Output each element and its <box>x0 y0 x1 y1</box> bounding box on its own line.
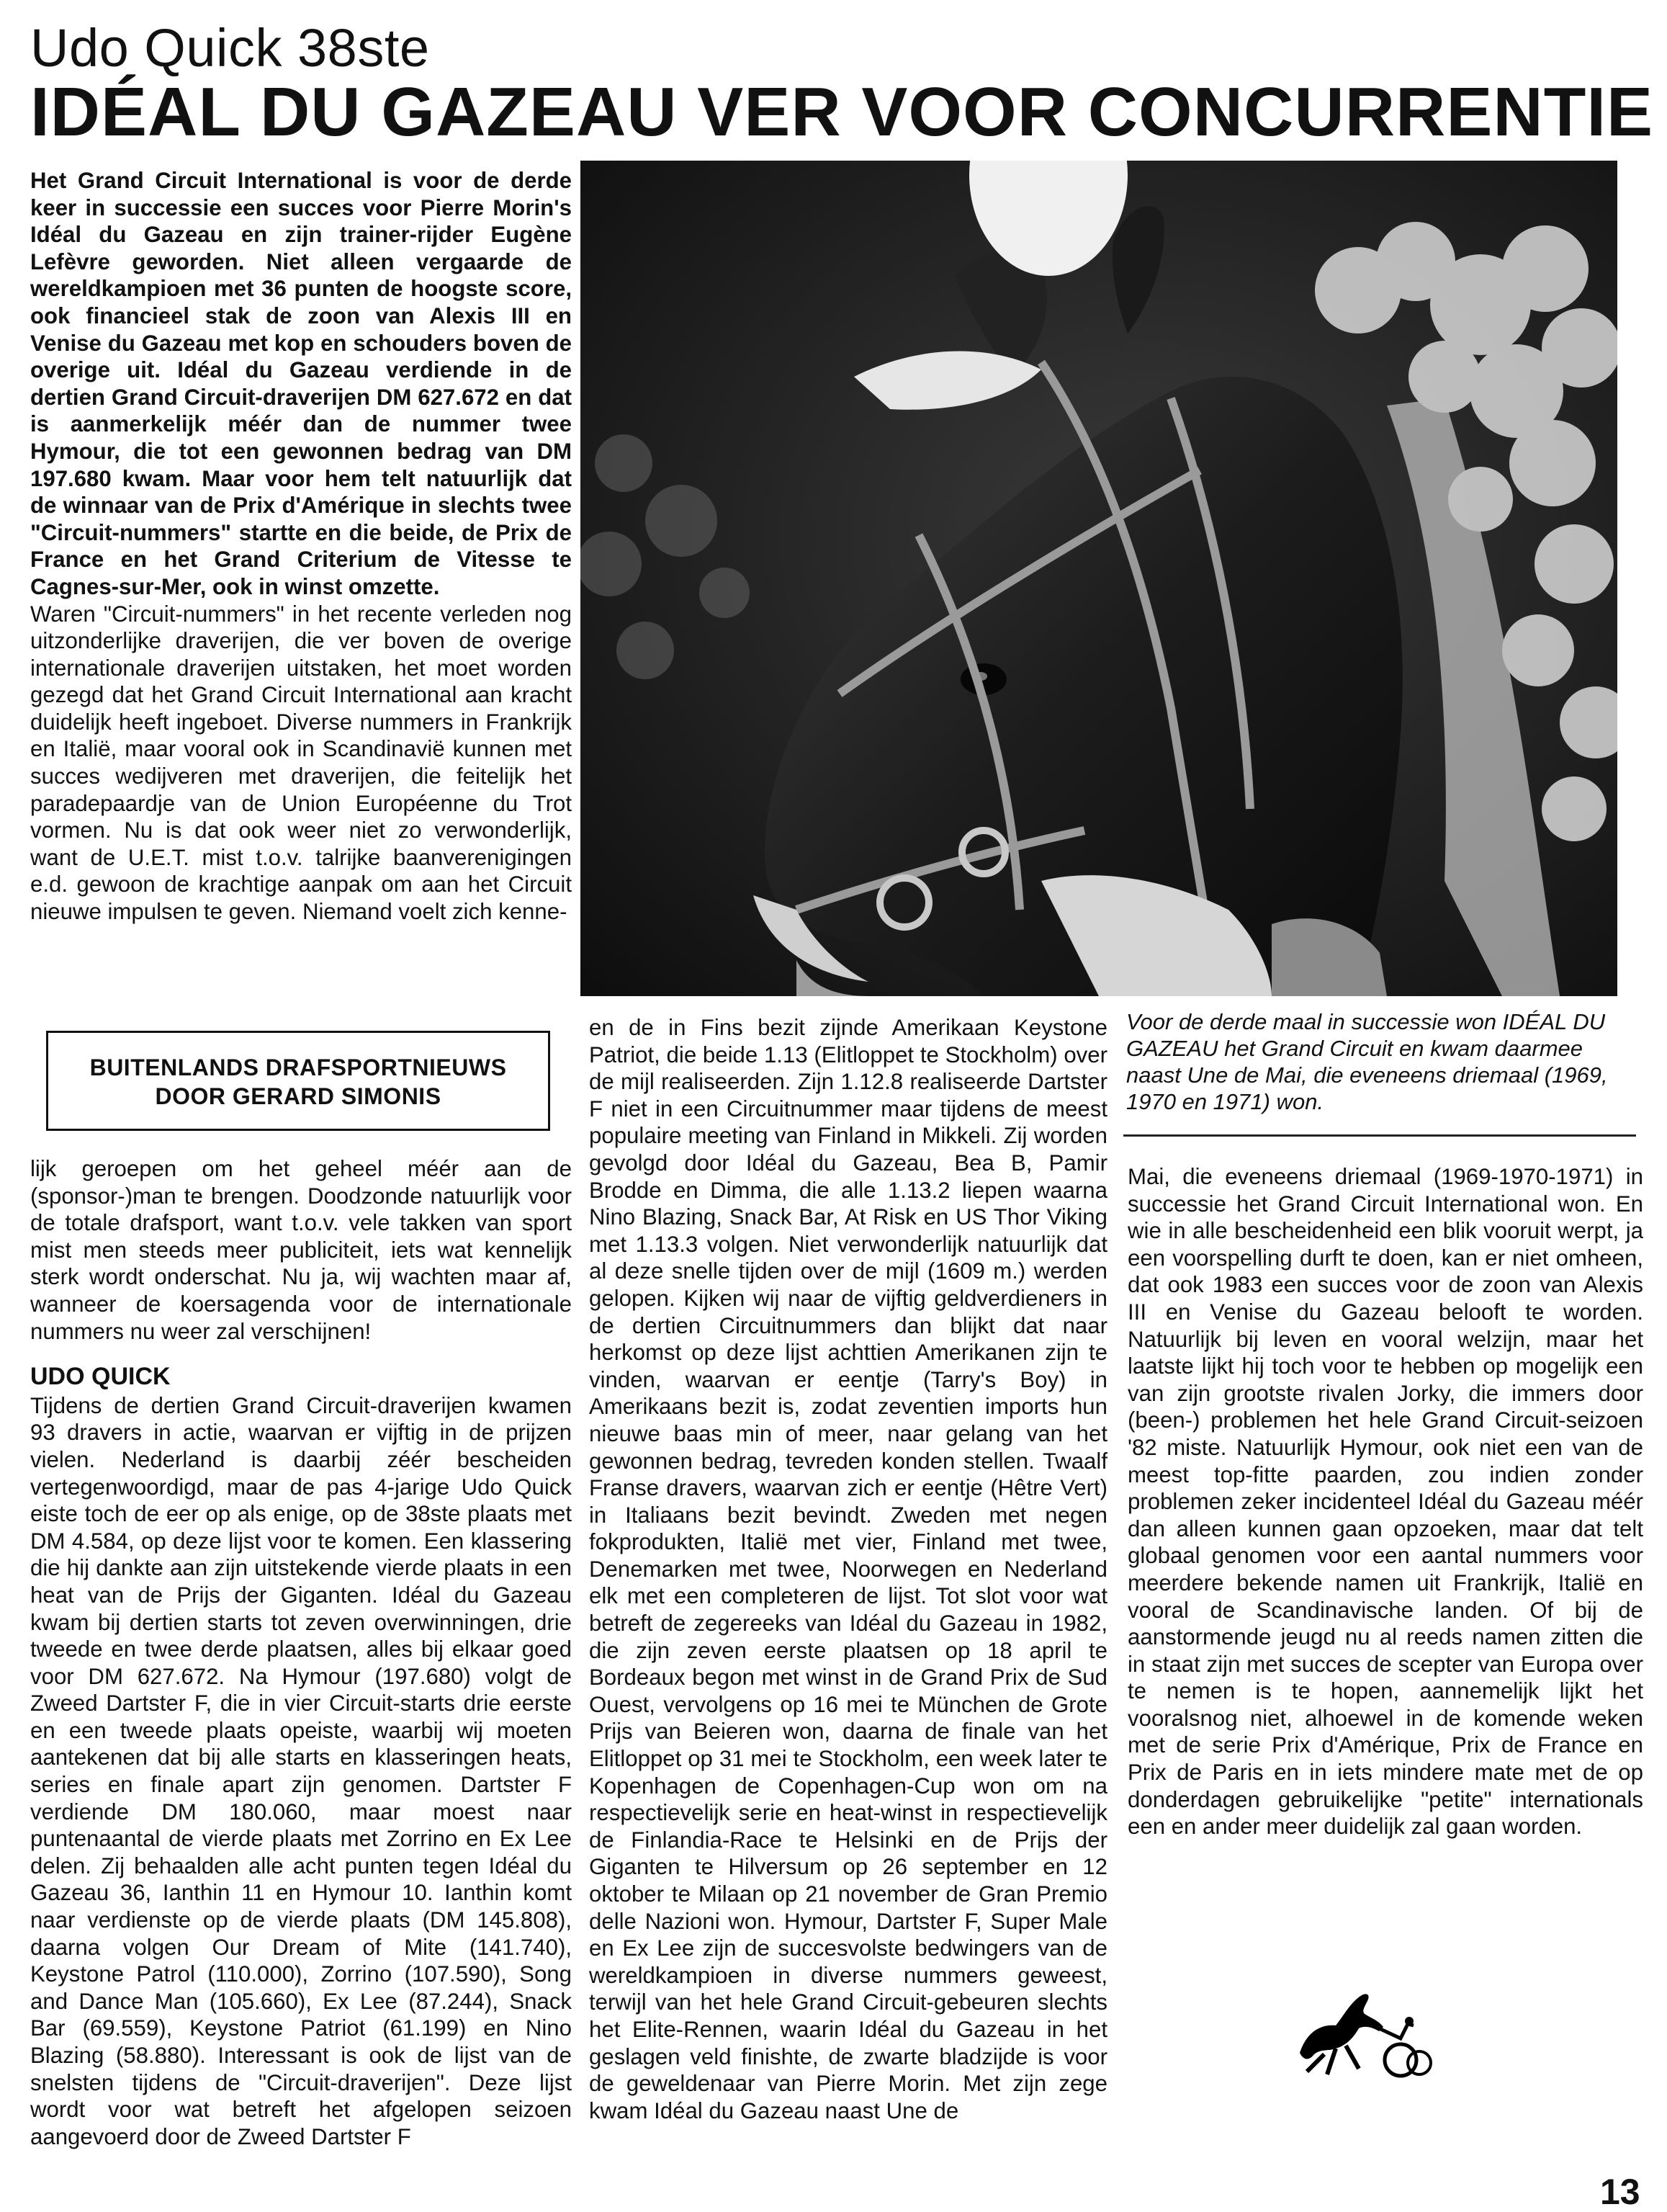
column-box-title: BUITENLANDS DRAFSPORTNIEUWS <box>89 1054 507 1080</box>
subheading: UDO QUICK <box>30 1363 171 1391</box>
body-paragraph: Waren "Circuit-nummers" in het recente verleden nog uitzonderlijke draverijen, die ver boven de overige internationale draverijen uitstaken, het moet worden gezegd dat het Grand Circuit International aan kracht duidelijk heeft ingeboet. Diverse nummers in Frankrijk en Italië, maar vooral ook in Scandinavië kunnen met succes wedijveren met draverijen, die feitelijk het paradepaardje van de Union Européenne du Trot vormen. Nu is dat ook weer niet zo verwonderlijk, want de U.E.T. mist t.o.v. talrijke baanverenigingen e.d. gewoon de krachtige aanpak om aan het Circuit nieuwe impulsen te geven. Niemand voelt zich kenne- <box>30 601 572 925</box>
column-1-bottom <box>30 1155 572 2150</box>
horse-photo <box>580 161 1617 996</box>
column-2 <box>589 1014 1107 2124</box>
column-3 <box>1128 1163 1643 1840</box>
horse-photo-illustration <box>580 161 1617 996</box>
caption-divider <box>1123 1134 1636 1137</box>
kicker: Udo Quick 38ste <box>30 18 430 78</box>
intro-paragraph: Het Grand Circuit International is voor de derde keer in successie een succes voor Pierre Morin's Idéal du Gazeau en zijn trainer-rijder Eugène Lefèvre geworden. Niet alleen vergaarde de wereldkampioen met 36 punten de hoogste score, ook financieel stak de zoon van Alexis III en Venise du Gazeau met kop en schouders boven de overige uit. Idéal du Gazeau verdiende in de dertien Grand Circuit-draverijen DM 627.672 en dat is aanmerkelijk méér dan de nummer twee Hymour, die tot een gewonnen bedrag van DM 197.680 kwam. Maar voor hem telt natuurlijk dat de winnaar van de Prix d'Amérique in slechts twee "Circuit-nummers" startte en die beide, de Prix de France en het Grand Criterium de Vitesse te Cagnes-sur-Mer, ook in winst omzette. <box>30 168 572 599</box>
column-box <box>46 1031 550 1131</box>
body-paragraph: Mai, die eveneens driemaal (1969-1970-1971) in successie het Grand Circuit International won. En wie in alle bescheidenheid een blik vooruit werpt, ja een voorspelling durft te doen, kan er niet omheen, dat ook 1983 een succes voor de zoon van Alexis III en Venise du Gazeau belooft te worden. Natuurlijk bij leven en vooral welzijn, maar het laatste lijkt hij toch voor te hebben op mogelijk een van zijn grootste rivalen Jorky, die immers door (been-) problemen het hele Grand Circuit-seizoen '82 miste. Natuurlijk Hymour, ook niet een van de meest top-fitte paarden, zou indien zonder problemen zeker incidenteel Idéal du Gazeau méér dan alleen kunnen gaan opzoeken, maar dat telt globaal genomen voor een aantal nummers voor meerdere bekende namen uit Frankrijk, Italië en vooral de Scandinavische landen. Of bij de aanstormende jeugd nu al reeds namen zitten die in staat zijn met succes de scepter van Europa over te nemen is te hopen, aannemelijk lijkt het vooralsnog niet, alhoewel in de komende weken met de serie Prix d'Amérique, Prix de France en Prix de Paris en in iets mindere mate met de op donderdagen gebruikelijke "petite" internationals een en ander meer duidelijk zal gaan worden. <box>1128 1164 1643 1840</box>
trotter-logo <box>1293 1974 1437 2096</box>
photo-caption: Voor de derde maal in successie won IDÉAL DU GAZEAU het Grand Circuit en kwam daarmee naast Une de Mai, die eveneens driemaal (1969, 1970 en 1971) won. <box>1126 1009 1608 1114</box>
page-number: 13 <box>1600 2172 1640 2212</box>
body-paragraph: en de in Fins bezit zijnde Amerikaan Keystone Patriot, die beide 1.13 (Elitloppet te Stockholm) over de mijl realiseerden. Zijn 1.12.8 realiseerde Dartster F niet in een Circuitnummer maar tijdens de meest populaire meeting van Finland in Mikkeli. Zij worden gevolgd door Idéal du Gazeau, Bea B, Pamir Brodde en Dimma, die alle 1.13.2 liepen waarna Nino Blazing, Snack Bar, At Risk en US Thor Viking met 1.13.3 volgen. Niet verwonderlijk natuurlijk dat al deze snelle tijden over de mijl (1609 m.) werden gelopen. Kijken wij naar de vijftig geldverdieners in de dertien Circuitnummers dan blijkt dat naar herkomst op deze lijst achttien Amerikanen zijn te vinden, waarvan er eentje (Tarry's Boy) in Amerikaans bezit is, zodat zeventien imports hun nieuwe baas min of meer, naar gelang van het gewonnen bedrag, tevreden konden stellen. Twaalf Franse dravers, waarvan zich er eentje (Hêtre Vert) in Italiaans bezit bevindt. Zweden met negen fokprodukten, Italië met vier, Finland met twee, Denemarken met twee, Noorwegen en Nederland elk met een completeren de lijst. Tot slot voor wat betreft de zegereeks van Idéal du Gazeau in 1982, die zijn zeven eerste plaatsen op 18 april te Bordeaux begon met winst in de Grand Prix de Sud Ouest, vervolgens op 16 mei te München de Grote Prijs van Beieren won, daarna de finale van het Elitloppet op 31 mei te Stockholm, een week later te Kopenhagen de Copenhagen-Cup won om na respectievelijk serie en heat-winst in respectievelijk de Finlandia-Race te Helsinki en de Prijs der Giganten te Hilversum op 26 september en 12 oktober te Milaan op 21 november de Gran Premio delle Nazioni won. Hymour, Dartster F, Super Male en Ex Lee zijn de succesvolste bedwingers van de wereldkampioen in diverse nummers geweest, terwijl van het hele Grand Circuit-gebeuren slechts het Elite-Rennen, waarin Idéal du Gazeau in het geslagen veld finishte, de zwarte bladzijde is voor de geweldenaar van Pierre Morin. Met zijn zege kwam Idéal du Gazeau naast Une de <box>589 1015 1107 2123</box>
horse-and-sulky-icon <box>1293 1974 1437 2096</box>
headline: IDÉAL DU GAZEAU VER VOOR CONCURRENTIE <box>30 73 1654 151</box>
column-1-top <box>30 167 572 926</box>
body-paragraph: Tijdens de dertien Grand Circuit-draverijen kwamen 93 dravers in actie, waarvan er vijftig in de prijzen vielen. Nederland is daarbij zéér bescheiden vertegenwoordigd, maar de pas 4-jarige Udo Quick eiste toch de eer op als enige, op de 38ste plaats met DM 4.584, op deze lijst voor te komen. Een klassering die hij dankte aan zijn uitstekende vierde plaats in een heat van de Prijs der Giganten. Idéal du Gazeau kwam bij dertien starts tot zeven overwinningen, drie tweede en twee derde plaatsen, alles bij elkaar goed voor DM 627.672. Na Hymour (197.680) volgt de Zweed Dartster F, die in vier Circuit-starts drie eerste en een tweede plaats opeiste, waarbij wij moeten aantekenen dat bij alle starts en klasseringen heats, series en finale apart zijn genomen. Dartster F verdiende DM 180.060, maar moest naar puntenaantal de vierde plaats met Zorrino en Ex Lee delen. Zij behaalden alle acht punten tegen Idéal du Gazeau 36, Ianthin 11 en Hymour 10. Ianthin komt naar verdienste op de vierde plaats (DM 145.808), daarna volgen Our Dream of Mite (141.740), Keystone Patrol (110.000), Zorrino (107.590), Song and Dance Man (105.660), Ex Lee (87.244), Snack Bar (69.559), Keystone Patriot (61.199) en Nino Blazing (58.880). Interessant is ook de lijst van de snelsten tijdens de "Circuit-draverijen". Deze lijst wordt voor wat betreft het afgelopen seizoen aangevoerd door de Zweed Dartster F <box>30 1392 572 2149</box>
column-box-byline: DOOR GERARD SIMONIS <box>155 1083 441 1109</box>
body-paragraph: lijk geroepen om het geheel méér aan de (sponsor-)man te brengen. Doodzonde natuurlijk voor de totale drafsport, want t.o.v. vele takken van sport mist men steeds meer publiciteit, iets wat kennelijk sterk wordt onderschat. Nu ja, wij wachten maar af, wanneer de koersagenda voor de internationale nummers nu weer zal verschijnen! <box>30 1156 572 1344</box>
